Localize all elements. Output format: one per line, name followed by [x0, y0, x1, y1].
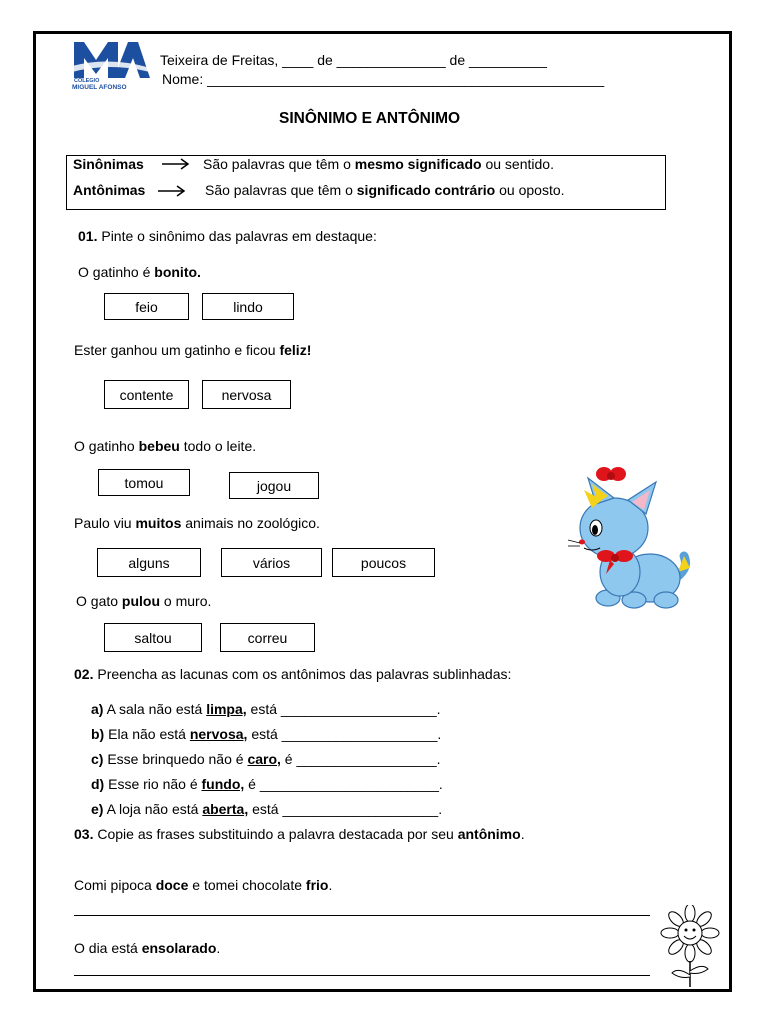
sentence-post: .: [328, 877, 333, 893]
antonym-term: Antônimas: [73, 182, 146, 198]
arrow-right-icon: [157, 185, 187, 197]
item-blank[interactable]: é _______________________.: [244, 776, 443, 792]
q2-item-e[interactable]: [91, 801, 442, 817]
logo-caption-1: COLEGIO: [74, 78, 100, 84]
item-blank[interactable]: é __________________.: [280, 751, 441, 767]
option-box[interactable]: poucos: [332, 548, 435, 577]
sentence-bold: frio: [305, 877, 329, 893]
name-line[interactable]: Nome: ___________________________________________________: [162, 71, 605, 87]
item-letter: e): [91, 801, 104, 817]
option-box[interactable]: saltou: [104, 623, 202, 652]
sentence-bold: feliz!: [279, 342, 312, 358]
arrow-right-icon: [161, 158, 191, 170]
item-word: fundo,: [201, 776, 245, 792]
item-blank[interactable]: está ____________________.: [247, 726, 442, 742]
q3-instruction-bold: antônimo: [457, 826, 521, 842]
q3-instruction-post: .: [520, 826, 525, 842]
answer-line[interactable]: [74, 915, 650, 916]
q2-item-c[interactable]: [91, 751, 441, 767]
antonym-definition: [73, 182, 145, 198]
q1-number: 01.: [78, 228, 98, 244]
q3-sentence-1: [74, 877, 332, 893]
item-word: aberta,: [202, 801, 249, 817]
sentence-post: o muro.: [160, 593, 212, 609]
item-word: limpa,: [206, 701, 247, 717]
q3-instruction: Copie as frases substituindo a palavra destacada por seu: [93, 826, 458, 842]
item-blank[interactable]: está ____________________.: [246, 701, 441, 717]
synonym-post: ou sentido.: [481, 156, 554, 172]
page-title: SINÔNIMO E ANTÔNIMO: [279, 110, 461, 127]
option-box[interactable]: tomou: [98, 469, 190, 496]
q2-item-a[interactable]: [91, 701, 441, 717]
sentence-bold: muitos: [135, 515, 182, 531]
item-letter: a): [91, 701, 104, 717]
sentence-pre: Ester ganhou um gatinho e ficou: [74, 342, 280, 358]
sentence-bold: bonito.: [154, 264, 201, 280]
synonym-definition: [73, 156, 144, 172]
q2-number: 02.: [74, 666, 94, 682]
q1-instruction: Pinte o sinônimo das palavras em destaque:: [97, 228, 377, 244]
definitions-box: [66, 155, 666, 210]
sentence-mid: e tomei chocolate: [188, 877, 306, 893]
q1-sentence-2: [74, 342, 311, 358]
item-word: nervosa,: [189, 726, 248, 742]
antonym-post: ou oposto.: [495, 182, 565, 198]
item-blank[interactable]: está ____________________.: [248, 801, 443, 817]
q2-heading: [74, 666, 511, 682]
option-box[interactable]: jogou: [229, 472, 319, 499]
sentence-bold: doce: [155, 877, 189, 893]
q3-heading: [74, 826, 525, 842]
sentence-post: .: [216, 940, 221, 956]
item-word: caro,: [247, 751, 281, 767]
option-box[interactable]: nervosa: [202, 380, 291, 409]
option-box[interactable]: feio: [104, 293, 189, 320]
q3-number: 03.: [74, 826, 94, 842]
item-pre: A loja não está: [103, 801, 203, 817]
option-box[interactable]: correu: [220, 623, 315, 652]
option-box[interactable]: vários: [221, 548, 322, 577]
synonym-pre: São palavras que têm o: [203, 156, 355, 172]
q3-sentence-2: [74, 940, 220, 956]
item-pre: Esse rio não é: [104, 776, 202, 792]
q1-sentence-4: [74, 515, 320, 531]
place-date-line[interactable]: Teixeira de Freitas, ____ de ______________ de __________: [160, 52, 547, 68]
item-letter: d): [91, 776, 105, 792]
antonym-text: [205, 182, 565, 198]
q1-heading: [78, 228, 377, 244]
item-letter: b): [91, 726, 105, 742]
sentence-bold: bebeu: [138, 438, 180, 454]
synonym-text: [203, 156, 554, 172]
item-letter: c): [91, 751, 104, 767]
q2-instruction: Preencha as lacunas com os antônimos das palavras sublinhadas:: [93, 666, 512, 682]
sentence-post: animais no zoológico.: [181, 515, 320, 531]
sentence-pre: O gato: [76, 593, 122, 609]
sentence-pre: O dia está: [74, 940, 142, 956]
q1-sentence-3: [74, 438, 256, 454]
answer-line[interactable]: [74, 975, 650, 976]
antonym-bold: significado contrário: [356, 182, 496, 198]
option-box[interactable]: lindo: [202, 293, 294, 320]
q1-sentence-1: [78, 264, 201, 280]
school-logo: [70, 38, 152, 92]
synonym-term: Sinônimas: [73, 156, 144, 172]
flower-icon: [658, 905, 722, 989]
item-pre: Esse brinquedo não é: [103, 751, 248, 767]
sentence-pre: O gatinho é: [78, 264, 155, 280]
sentence-bold: pulou: [121, 593, 161, 609]
option-box[interactable]: contente: [104, 380, 189, 409]
q2-item-b[interactable]: [91, 726, 441, 742]
item-pre: Ela não está: [104, 726, 190, 742]
q2-item-d[interactable]: [91, 776, 443, 792]
q1-sentence-5: [76, 593, 211, 609]
item-pre: A sala não está: [103, 701, 207, 717]
option-box[interactable]: alguns: [97, 548, 201, 577]
sentence-pre: Comi pipoca: [74, 877, 156, 893]
sentence-pre: O gatinho: [74, 438, 139, 454]
synonym-bold: mesmo significado: [354, 156, 482, 172]
sentence-bold: ensolarado: [141, 940, 217, 956]
sentence-pre: Paulo viu: [74, 515, 136, 531]
logo-caption-2: MIGUEL AFONSO: [72, 84, 127, 91]
cat-illustration: [562, 460, 702, 615]
antonym-pre: São palavras que têm o: [205, 182, 357, 198]
sentence-post: todo o leite.: [179, 438, 257, 454]
